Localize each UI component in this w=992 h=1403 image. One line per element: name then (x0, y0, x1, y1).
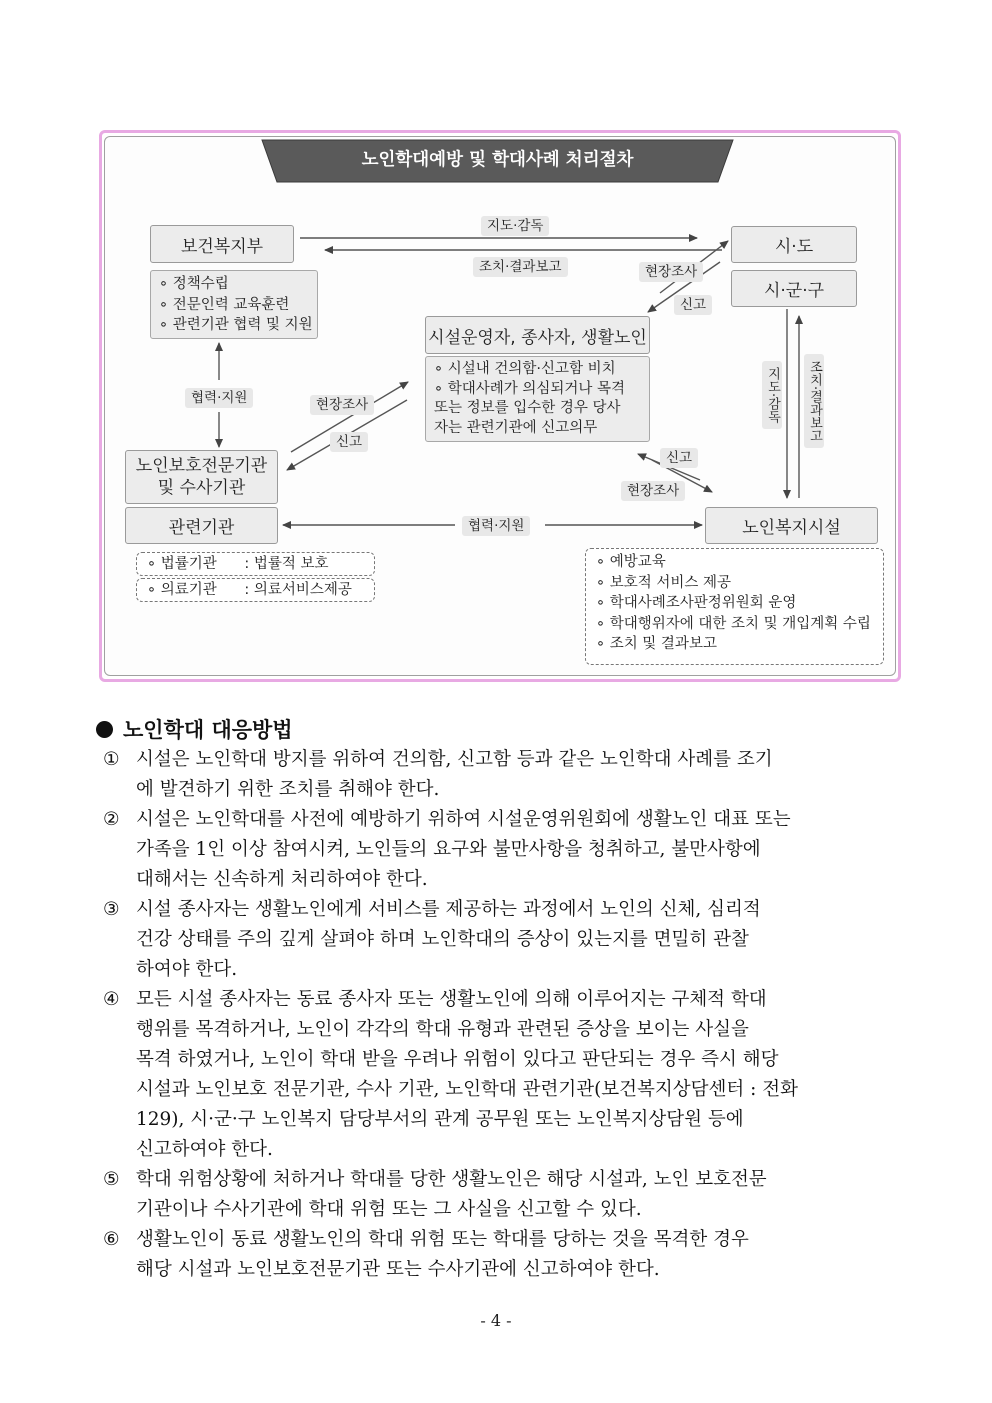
welfare-note: ∘ 조치 및 결과보고 (596, 634, 873, 655)
label-cooperation-horizontal: 협력·지원 (462, 516, 530, 536)
list-item (103, 1225, 903, 1285)
label-site-investigation-city: 현장조사 (639, 262, 703, 282)
box-province: 시·도 (731, 226, 857, 263)
label-action-report: 조치·결과보고 (473, 257, 568, 277)
item-line: 건강 상태를 주의 깊게 살펴야 하며 노인학대의 증상이 있는지를 면밀히 관찰 (136, 929, 749, 950)
item-line: 기관이나 수사기관에 학대 위험 또는 그 사실을 신고할 수 있다. (136, 1199, 642, 1220)
label-report-facility: 신고 (660, 448, 698, 468)
ministry-note: ∘ 정책수립 (159, 274, 309, 295)
item-number: ② (103, 809, 120, 830)
ministry-note: ∘ 관련기관 협력 및 지원 (159, 315, 309, 336)
ministry-notes (150, 270, 318, 339)
item-number: ① (103, 749, 120, 770)
box-related-agency: 관련기관 (125, 507, 278, 544)
item-line: 129), 시·군·구 노인복지 담당부서의 관계 공무원 또는 노인복지상담원 등에 (136, 1109, 744, 1130)
list-item (103, 745, 903, 805)
welfare-notes (585, 548, 884, 665)
list-item (103, 805, 903, 895)
box-welfare-facility: 노인복지시설 (705, 507, 878, 544)
section-heading-text: 노인학대 대응방법 (123, 717, 293, 742)
facility-note: ∘ 학대사례가 의심되거나 목격 또는 정보를 입수한 경우 당사 자는 관련기관에 신고의무 (434, 380, 641, 439)
item-number: ③ (103, 899, 120, 920)
list-item (103, 985, 903, 1165)
item-line: 시설 종사자는 생활노인에게 서비스를 제공하는 과정에서 노인의 신체, 심리적 (136, 899, 761, 920)
item-line: 해당 시설과 노인보호전문기관 또는 수사기관에 신고하여야 한다. (136, 1259, 660, 1280)
ministry-note: ∘ 전문인력 교육훈련 (159, 295, 309, 316)
related-note-medical (136, 578, 375, 602)
item-line: 행위를 목격하거나, 노인이 각각의 학대 유형과 관련된 증상을 보이는 사실을 (136, 1019, 749, 1040)
label-report-city: 신고 (674, 295, 712, 315)
item-line: 생활노인이 동료 생활노인의 학대 위험 또는 학대를 당하는 것을 목격한 경우 (136, 1229, 749, 1250)
label-report-agency: 신고 (330, 432, 368, 452)
label-guidance-vertical: 지도·감독 (762, 361, 782, 429)
item-line: 모든 시설 종사자는 동료 종사자 또는 생활노인에 의해 이루어지는 구체적 학대 (136, 989, 767, 1010)
label-site-investigation-agency: 현장조사 (310, 395, 374, 415)
item-line: 대해서는 신속하게 처리하여야 한다. (136, 869, 428, 890)
box-city: 시·군·구 (731, 270, 857, 307)
item-line: 하여야 한다. (136, 959, 238, 980)
related-note: ∘ 의료기관 : 의료서비스제공 (147, 581, 364, 599)
item-line: 에 발견하기 위한 조치를 취해야 한다. (136, 779, 440, 800)
label-site-investigation-facility: 현장조사 (621, 481, 685, 501)
box-ministry: 보건복지부 (150, 225, 294, 263)
label-cooperation-vertical: 협력·지원 (185, 388, 253, 408)
item-line: 가족을 1인 이상 참여시켜, 노인들의 요구와 불만사항을 청취하고, 불만사항에 (136, 839, 761, 860)
section-heading (96, 714, 293, 744)
item-line: 시설은 노인학대 방지를 위하여 건의함, 신고함 등과 같은 노인학대 사례를 조기 (136, 749, 773, 770)
box-facility-people: 시설운영자, 종사자, 생활노인 (425, 316, 650, 354)
box-protection-agency: 노인보호전문기관 및 수사기관 (125, 450, 278, 504)
item-line: 목격 하였거나, 노인이 학대 받을 우려나 위험이 있다고 판단되는 경우 즉시 해당 (136, 1049, 779, 1070)
welfare-note: ∘ 예방교육 (596, 552, 873, 573)
list-item (103, 895, 903, 985)
item-line: 학대 위험상황에 처하거나 학대를 당한 생활노인은 해당 시설과, 노인 보호전문 (136, 1169, 767, 1190)
item-number: ④ (103, 989, 120, 1010)
bullet-icon (96, 721, 113, 738)
facility-note: ∘ 시설내 건의함·신고함 비치 (434, 360, 641, 380)
item-line: 신고하여야 한다. (136, 1139, 273, 1160)
welfare-note: ∘ 보호적 서비스 제공 (596, 573, 873, 594)
related-note: ∘ 법률기관 : 법률적 보호 (147, 555, 364, 573)
item-number: ⑥ (103, 1229, 120, 1250)
welfare-note: ∘ 학대행위자에 대한 조치 및 개입계획 수립 (596, 614, 873, 635)
related-note-legal (136, 552, 375, 576)
item-line: 시설은 노인학대를 사전에 예방하기 위하여 시설운영위원회에 생활노인 대표 또는 (136, 809, 791, 830)
item-line: 시설과 노인보호 전문기관, 수사 기관, 노인학대 관련기관(보건복지상담센터 : 전화 (136, 1079, 799, 1100)
label-report-vertical: 조치·결과보고 (804, 354, 824, 448)
page-number: - 4 - (480, 1311, 512, 1330)
facility-notes (425, 356, 650, 442)
welfare-note: ∘ 학대사례조사판정위원회 운영 (596, 593, 873, 614)
item-number: ⑤ (103, 1169, 120, 1190)
list-item (103, 1165, 903, 1225)
label-guidance: 지도·감독 (481, 216, 549, 236)
diagram-title: 노인학대예방 및 학대사례 처리절차 (361, 150, 634, 170)
